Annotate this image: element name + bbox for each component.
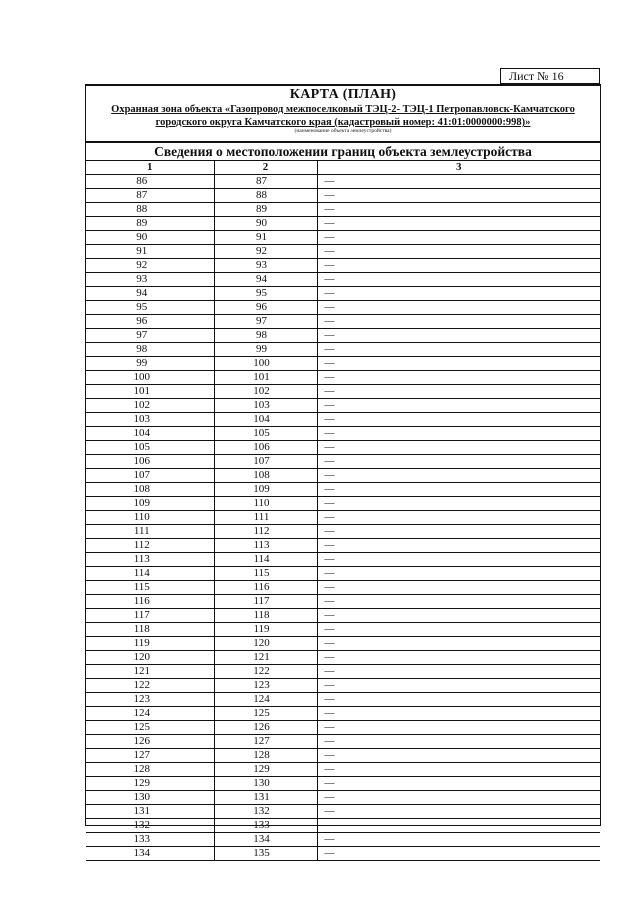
- point-to-cell: 113: [214, 538, 317, 552]
- table-header-row: [86, 161, 600, 174]
- point-from-cell: 109: [86, 496, 214, 510]
- dash-mark: —: [324, 357, 335, 369]
- point-to-cell: 124: [214, 692, 317, 706]
- point-from-cell: 134: [86, 846, 214, 860]
- point-from-cell: 107: [86, 468, 214, 482]
- point-from-cell: 114: [86, 566, 214, 580]
- description-cell: [317, 790, 600, 804]
- point-from-cell: 90: [86, 230, 214, 244]
- dash-mark: —: [324, 469, 335, 481]
- dash-mark: —: [324, 833, 335, 845]
- dash-mark: —: [324, 315, 335, 327]
- point-from-cell: 119: [86, 636, 214, 650]
- table-row: [86, 846, 600, 860]
- description-cell: [317, 342, 600, 356]
- description-cell: [317, 258, 600, 272]
- description-cell: [317, 328, 600, 342]
- dash-mark: —: [324, 595, 335, 607]
- description-cell: [317, 552, 600, 566]
- point-from-cell: 123: [86, 692, 214, 706]
- point-from-cell: 101: [86, 384, 214, 398]
- point-from-cell: 91: [86, 244, 214, 258]
- dash-mark: —: [324, 721, 335, 733]
- description-cell: [317, 384, 600, 398]
- point-from-cell: 124: [86, 706, 214, 720]
- column-header-2: 2: [214, 161, 317, 174]
- point-from-cell: 110: [86, 510, 214, 524]
- table-row: [86, 622, 600, 636]
- point-to-cell: 135: [214, 846, 317, 860]
- description-cell: [317, 664, 600, 678]
- description-cell: [317, 412, 600, 426]
- table-row: [86, 720, 600, 734]
- dash-mark: —: [324, 329, 335, 341]
- description-cell: [317, 244, 600, 258]
- description-cell: [317, 510, 600, 524]
- dash-mark: —: [324, 623, 335, 635]
- table-row: [86, 580, 600, 594]
- point-to-cell: 96: [214, 300, 317, 314]
- point-to-cell: 88: [214, 188, 317, 202]
- table-row: [86, 482, 600, 496]
- description-cell: [317, 370, 600, 384]
- dash-mark: —: [324, 651, 335, 663]
- table-row: [86, 748, 600, 762]
- point-to-cell: 110: [214, 496, 317, 510]
- point-to-cell: 128: [214, 748, 317, 762]
- table-row: [86, 412, 600, 426]
- table-row: [86, 678, 600, 692]
- point-from-cell: 115: [86, 580, 214, 594]
- point-from-cell: 132: [86, 818, 214, 832]
- description-cell: [317, 314, 600, 328]
- dash-mark: —: [324, 847, 335, 859]
- dash-mark: —: [324, 455, 335, 467]
- dash-mark: —: [324, 819, 335, 831]
- table-row: [86, 692, 600, 706]
- point-to-cell: 121: [214, 650, 317, 664]
- point-from-cell: 120: [86, 650, 214, 664]
- description-cell: [317, 230, 600, 244]
- description-cell: [317, 608, 600, 622]
- document-frame: [85, 84, 601, 860]
- dash-mark: —: [324, 245, 335, 257]
- point-to-cell: 91: [214, 230, 317, 244]
- table-row: [86, 804, 600, 818]
- point-to-cell: 112: [214, 524, 317, 538]
- table-row: [86, 202, 600, 216]
- table-row: [86, 706, 600, 720]
- table-row: [86, 734, 600, 748]
- table-row: [86, 384, 600, 398]
- point-to-cell: 132: [214, 804, 317, 818]
- table-row: [86, 608, 600, 622]
- point-from-cell: 117: [86, 608, 214, 622]
- point-to-cell: 106: [214, 440, 317, 454]
- point-to-cell: 108: [214, 468, 317, 482]
- description-cell: [317, 482, 600, 496]
- dash-mark: —: [324, 259, 335, 271]
- dash-mark: —: [324, 413, 335, 425]
- table-row: [86, 594, 600, 608]
- point-from-cell: 129: [86, 776, 214, 790]
- dash-mark: —: [324, 665, 335, 677]
- point-to-cell: 125: [214, 706, 317, 720]
- table-row: [86, 790, 600, 804]
- point-to-cell: 104: [214, 412, 317, 426]
- table-row: [86, 244, 600, 258]
- description-cell: [317, 272, 600, 286]
- point-to-cell: 103: [214, 398, 317, 412]
- dash-mark: —: [324, 203, 335, 215]
- point-to-cell: 100: [214, 356, 317, 370]
- description-cell: [317, 300, 600, 314]
- table-row: [86, 370, 600, 384]
- dash-mark: —: [324, 287, 335, 299]
- point-from-cell: 99: [86, 356, 214, 370]
- description-cell: [317, 734, 600, 748]
- dash-mark: —: [324, 343, 335, 355]
- point-from-cell: 130: [86, 790, 214, 804]
- point-from-cell: 100: [86, 370, 214, 384]
- point-from-cell: 111: [86, 524, 214, 538]
- point-from-cell: 102: [86, 398, 214, 412]
- table-row: [86, 272, 600, 286]
- dash-mark: —: [324, 385, 335, 397]
- point-from-cell: 128: [86, 762, 214, 776]
- description-cell: [317, 440, 600, 454]
- dash-mark: —: [324, 497, 335, 509]
- point-from-cell: 87: [86, 188, 214, 202]
- dash-mark: —: [324, 567, 335, 579]
- point-from-cell: 96: [86, 314, 214, 328]
- description-cell: [317, 678, 600, 692]
- dash-mark: —: [324, 273, 335, 285]
- point-to-cell: 119: [214, 622, 317, 636]
- table-row: [86, 440, 600, 454]
- point-to-cell: 92: [214, 244, 317, 258]
- table-row: [86, 818, 600, 832]
- point-to-cell: 126: [214, 720, 317, 734]
- description-cell: [317, 846, 600, 860]
- point-to-cell: 131: [214, 790, 317, 804]
- description-cell: [317, 216, 600, 230]
- point-from-cell: 125: [86, 720, 214, 734]
- point-to-cell: 134: [214, 832, 317, 846]
- point-from-cell: 127: [86, 748, 214, 762]
- point-to-cell: 123: [214, 678, 317, 692]
- table-row: [86, 258, 600, 272]
- description-cell: [317, 566, 600, 580]
- dash-mark: —: [324, 441, 335, 453]
- dash-mark: —: [324, 539, 335, 551]
- description-cell: [317, 594, 600, 608]
- point-to-cell: 111: [214, 510, 317, 524]
- description-cell: [317, 832, 600, 846]
- point-from-cell: 104: [86, 426, 214, 440]
- table-row: [86, 832, 600, 846]
- point-to-cell: 117: [214, 594, 317, 608]
- description-cell: [317, 524, 600, 538]
- point-to-cell: 122: [214, 664, 317, 678]
- dash-mark: —: [324, 553, 335, 565]
- table-row: [86, 762, 600, 776]
- description-cell: [317, 636, 600, 650]
- object-name-caption: (наименование объекта землеустройства): [294, 128, 392, 134]
- description-cell: [317, 776, 600, 790]
- table-row: [86, 510, 600, 524]
- dash-mark: —: [324, 777, 335, 789]
- description-cell: [317, 398, 600, 412]
- column-header-3: 3: [317, 161, 600, 174]
- point-to-cell: 109: [214, 482, 317, 496]
- table-row: [86, 664, 600, 678]
- point-to-cell: 102: [214, 384, 317, 398]
- point-to-cell: 118: [214, 608, 317, 622]
- dash-mark: —: [324, 525, 335, 537]
- dash-mark: —: [324, 231, 335, 243]
- table-row: [86, 216, 600, 230]
- dash-mark: —: [324, 707, 335, 719]
- point-to-cell: 90: [214, 216, 317, 230]
- point-to-cell: 89: [214, 202, 317, 216]
- point-to-cell: 130: [214, 776, 317, 790]
- dash-mark: —: [324, 763, 335, 775]
- dash-mark: —: [324, 581, 335, 593]
- table-row: [86, 356, 600, 370]
- point-from-cell: 86: [86, 174, 214, 188]
- point-to-cell: 127: [214, 734, 317, 748]
- sheet-number: Лист № 16: [500, 68, 600, 84]
- table-row: [86, 314, 600, 328]
- point-from-cell: 131: [86, 804, 214, 818]
- description-cell: [317, 426, 600, 440]
- description-cell: [317, 748, 600, 762]
- description-cell: [317, 706, 600, 720]
- point-from-cell: 126: [86, 734, 214, 748]
- point-to-cell: 107: [214, 454, 317, 468]
- description-cell: [317, 720, 600, 734]
- section-title: Сведения о местоположении границ объекта землеустройства: [86, 143, 600, 161]
- dash-mark: —: [324, 175, 335, 187]
- point-to-cell: 114: [214, 552, 317, 566]
- point-from-cell: 116: [86, 594, 214, 608]
- point-from-cell: 105: [86, 440, 214, 454]
- dash-mark: —: [324, 511, 335, 523]
- point-to-cell: 93: [214, 258, 317, 272]
- description-cell: [317, 818, 600, 832]
- description-cell: [317, 468, 600, 482]
- table-row: [86, 650, 600, 664]
- dash-mark: —: [324, 791, 335, 803]
- point-to-cell: 115: [214, 566, 317, 580]
- dash-mark: —: [324, 483, 335, 495]
- point-from-cell: 94: [86, 286, 214, 300]
- point-to-cell: 95: [214, 286, 317, 300]
- description-cell: [317, 174, 600, 188]
- description-cell: [317, 356, 600, 370]
- table-row: [86, 426, 600, 440]
- document-title: КАРТА (ПЛАН): [289, 87, 397, 102]
- object-name-line-2: городского округа Камчатского края (кадастровый номер: 41:01:0000000:998)»: [155, 117, 531, 128]
- point-to-cell: 120: [214, 636, 317, 650]
- dash-mark: —: [324, 637, 335, 649]
- point-from-cell: 122: [86, 678, 214, 692]
- table-row: [86, 776, 600, 790]
- dash-mark: —: [324, 609, 335, 621]
- point-to-cell: 116: [214, 580, 317, 594]
- point-from-cell: 89: [86, 216, 214, 230]
- point-from-cell: 103: [86, 412, 214, 426]
- dash-mark: —: [324, 805, 335, 817]
- dash-mark: —: [324, 301, 335, 313]
- description-cell: [317, 538, 600, 552]
- point-to-cell: 87: [214, 174, 317, 188]
- document-header: [86, 86, 600, 143]
- table-row: [86, 636, 600, 650]
- point-from-cell: 133: [86, 832, 214, 846]
- point-to-cell: 133: [214, 818, 317, 832]
- dash-mark: —: [324, 735, 335, 747]
- dash-mark: —: [324, 749, 335, 761]
- dash-mark: —: [324, 189, 335, 201]
- table-row: [86, 468, 600, 482]
- table-row: [86, 566, 600, 580]
- dash-mark: —: [324, 399, 335, 411]
- table-row: [86, 454, 600, 468]
- point-from-cell: 95: [86, 300, 214, 314]
- description-cell: [317, 496, 600, 510]
- table-row: [86, 174, 600, 188]
- point-to-cell: 129: [214, 762, 317, 776]
- table-row: [86, 286, 600, 300]
- table-row: [86, 188, 600, 202]
- point-from-cell: 113: [86, 552, 214, 566]
- point-to-cell: 94: [214, 272, 317, 286]
- dash-mark: —: [324, 427, 335, 439]
- point-from-cell: 88: [86, 202, 214, 216]
- column-header-1: 1: [86, 161, 214, 174]
- dash-mark: —: [324, 679, 335, 691]
- description-cell: [317, 804, 600, 818]
- point-to-cell: 97: [214, 314, 317, 328]
- table-row: [86, 230, 600, 244]
- table-body: [86, 174, 600, 860]
- description-cell: [317, 622, 600, 636]
- point-from-cell: 93: [86, 272, 214, 286]
- point-from-cell: 112: [86, 538, 214, 552]
- point-from-cell: 98: [86, 342, 214, 356]
- dash-mark: —: [324, 371, 335, 383]
- point-to-cell: 105: [214, 426, 317, 440]
- point-from-cell: 108: [86, 482, 214, 496]
- point-from-cell: 97: [86, 328, 214, 342]
- boundary-table: [86, 161, 600, 861]
- description-cell: [317, 286, 600, 300]
- point-from-cell: 106: [86, 454, 214, 468]
- description-cell: [317, 762, 600, 776]
- dash-mark: —: [324, 217, 335, 229]
- table-row: [86, 496, 600, 510]
- point-to-cell: 98: [214, 328, 317, 342]
- description-cell: [317, 188, 600, 202]
- description-cell: [317, 650, 600, 664]
- table-row: [86, 328, 600, 342]
- table-row: [86, 552, 600, 566]
- table-row: [86, 538, 600, 552]
- point-from-cell: 121: [86, 664, 214, 678]
- description-cell: [317, 454, 600, 468]
- dash-mark: —: [324, 693, 335, 705]
- point-to-cell: 101: [214, 370, 317, 384]
- description-cell: [317, 580, 600, 594]
- object-name-line-1: Охранная зона объекта «Газопровод межпоселковый ТЭЦ-2- ТЭЦ-1 Петропавловск-Камчатского: [111, 104, 575, 115]
- table-row: [86, 300, 600, 314]
- point-to-cell: 99: [214, 342, 317, 356]
- description-cell: [317, 202, 600, 216]
- description-cell: [317, 692, 600, 706]
- table-row: [86, 398, 600, 412]
- point-from-cell: 92: [86, 258, 214, 272]
- table-row: [86, 342, 600, 356]
- point-from-cell: 118: [86, 622, 214, 636]
- table-row: [86, 524, 600, 538]
